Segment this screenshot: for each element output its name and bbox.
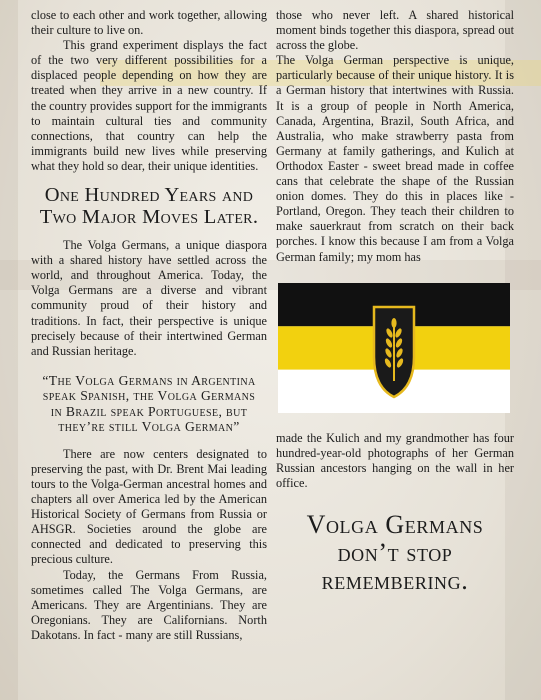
volga-german-flag [278,283,510,413]
background-band-left [0,0,18,700]
pull-quote: Volga Germans don’t stop remembering. [306,509,484,595]
right-paragraph-1: those who never left. A shared historical moment binds together this diaspora, spread out across the globe. [276,8,514,53]
wheat-shield-emblem-icon [374,307,414,397]
left-paragraph-5: Today, the Germans From Russia, sometimes called The Volga Germans, are Americans. They are Argentinians. They are Oregonians. They are Californians. North Dakotans. In fact - many are still Russians, [31,567,267,642]
left-column [31,8,267,643]
inline-quote: “The Volga Germans in Argentina speak Spanish, the Volga Germans in Brazil speak Portuguese, but they’re still Volga German” [42,372,256,435]
left-paragraph-4: There are now centers designated to preserving the past, with Dr. Brent Mai leading tours to the Volga-German ancestral homes and chapters all over America led by the American Historical Society of Germans from Russia or AHSGR. Societies around the globe are connected and dedicated to preserving this precious culture. [31,446,267,567]
left-paragraph-2: This grand experiment displays the fact of the two very different possibilities for a displaced people depending on how they are treated when they arrive in a new country. If the country provides support for the immigrants to maintain cultural ties and community connections, that country can help the immigrants build new lives while preserving what they hold so dear, their unique identities. [31,38,267,173]
left-paragraph-3: The Volga Germans, a unique diaspora with a shared history have settled across the world, and throughout America. Today, the Volga Germans are a diverse and vibrant community proud of their history and traditions. In fact, their perspective is unique precisely because of their intertwined German and Russian heritage. [31,238,267,358]
right-paragraph-3: made the Kulich and my grandmother has four hundred-year-old photographs of her German Russian ancestors hanging on the wall in her office. [276,430,514,490]
right-paragraph-2: The Volga German perspective is unique, particularly because of their unique history. It is a German history that intertwines with Russia. It is a group of people in North America, Canada, Argentina, Brazil, South Africa, and Australia, who make strawberry pasta from Germany at family gatherings, and Kulich at Orthodox Easter - sweet bread made in coffee cans that celebrate the shape of the Russian onion domes. They do this in places like - Portland, Oregon. They teach their children to make sauerkraut from scratch on their back porches. I know this because I am from a Volga German family; my mom has [276,53,514,264]
left-paragraph-1: close to each other and work together, allowing their culture to live on. [31,8,267,38]
right-column [276,8,514,595]
section-heading: One Hundred Years and Two Major Moves Later. [39,184,259,229]
